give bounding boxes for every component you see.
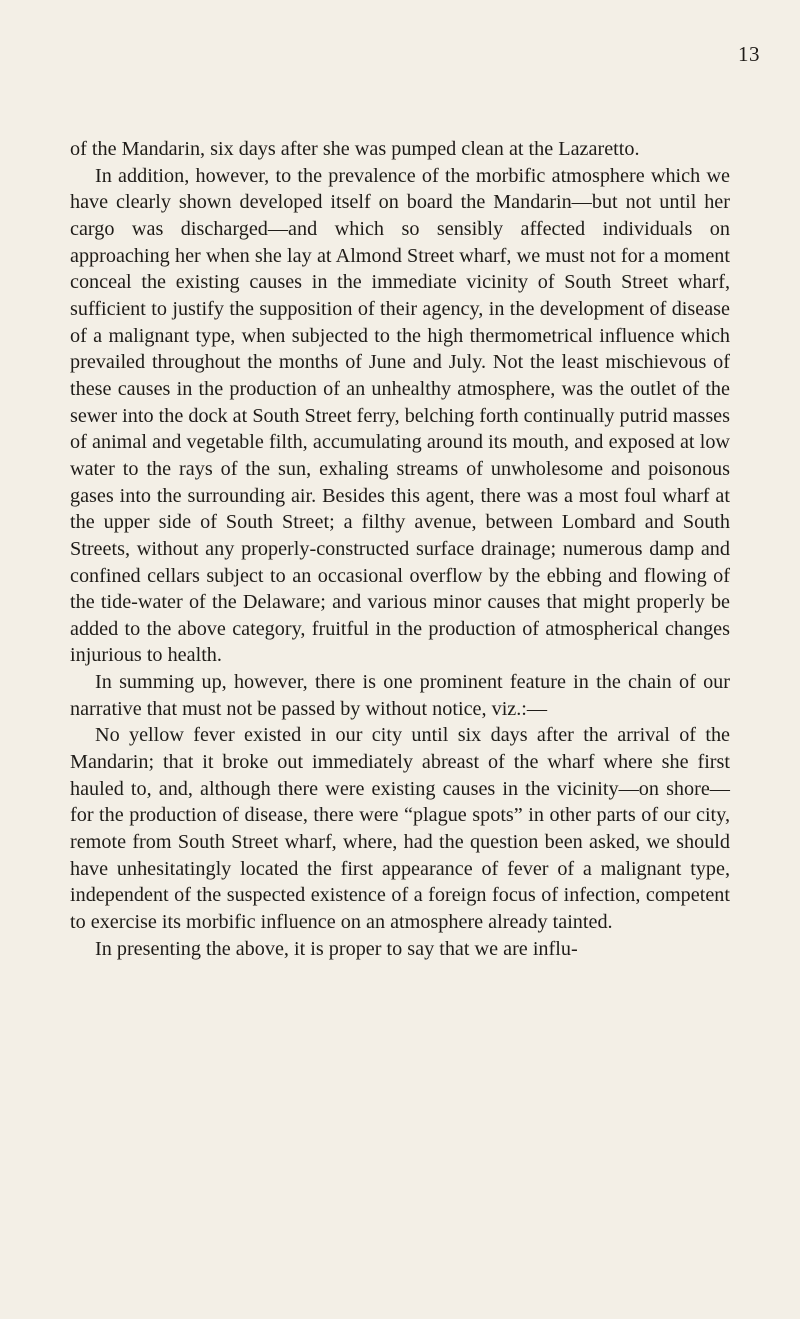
paragraph: In summing up, however, there is one prominent feature in the chain of our narrative that must not be passed by without notice, viz.:—	[70, 671, 730, 720]
paragraph: In presenting the above, it is proper to say that we are influ-	[95, 937, 578, 960]
paragraph: of the Mandarin, six days after she was pumped clean at the Lazaretto.	[70, 138, 640, 160]
page-number: 13	[738, 42, 760, 66]
body-text	[70, 136, 730, 962]
paragraph: No yellow fever existed in our city until six days after the arrival of the Mandarin; that it broke out immediately abreast of the wharf where she first hauled to, and, although there were existing causes in the vicinity—on shore—for the production of disease, there were “plague spots” in other parts of our city, remote from South Street wharf, where, had the question been asked, we should have unhesitatingly located the first appearance of fever of a malignant type, independent of the suspected existence of a foreign focus of infection, competent to exercise its morbific influence on an atmosphere already tainted.	[70, 724, 730, 934]
paragraph: In addition, however, to the prevalence of the morbific atmosphere which we have clearly shown developed itself on board the Mandarin—but not until her cargo was discharged—and which so sensibly affected individuals on approaching her when she lay at Almond Street wharf, we must not for a moment conceal the existing causes in the immediate vicinity of South Street wharf, sufficient to justify the supposition of their agency, in the development of disease of a malignant type, when subjected to the high thermometrical influence which prevailed throughout the months of June and July. Not the least mischievous of these causes in the production of an unhealthy atmosphere, was the outlet of the sewer into the dock at South Street ferry, belching forth continually putrid masses of animal and vegetable filth, accumulating around its mouth, and exposed at low water to the rays of the sun, exhaling streams of unwholesome and poisonous gases into the surrounding air. Besides this agent, there was a most foul wharf at the upper side of South Street; a filthy avenue, between Lombard and South Streets, without any properly-constructed surface drainage; numerous damp and confined cellars subject to an occasional overflow by the ebbing and flowing of the tide-water of the Delaware; and various minor causes that might properly be added to the above category, fruitful in the production of atmospherical changes injurious to health.	[70, 164, 730, 667]
